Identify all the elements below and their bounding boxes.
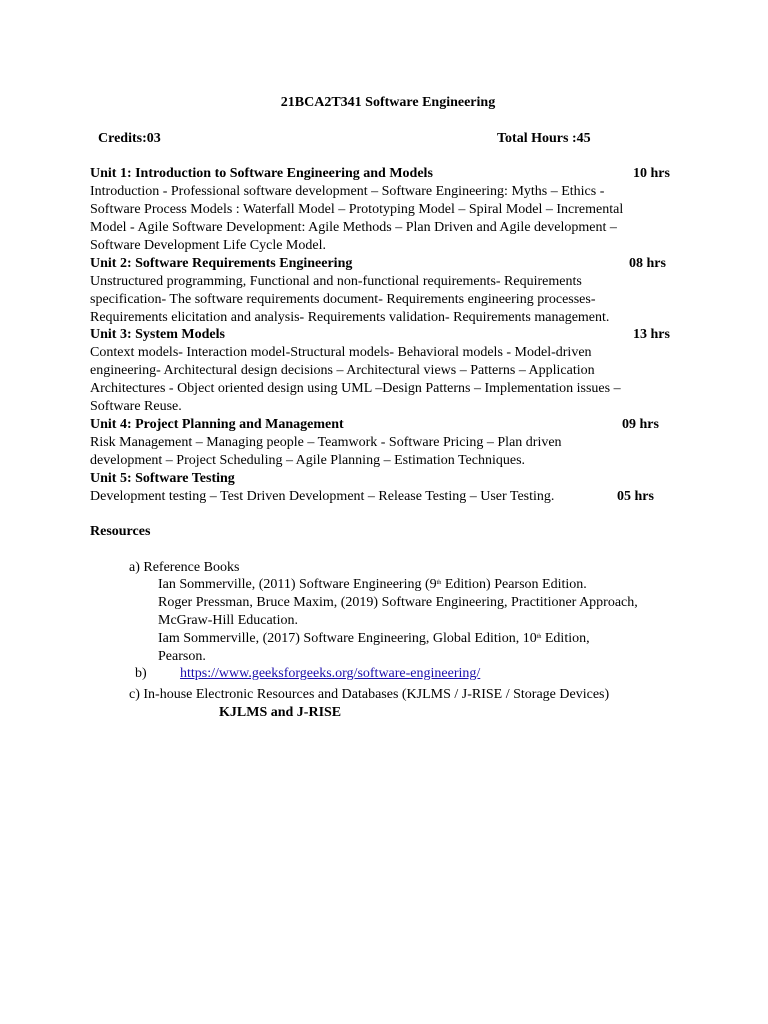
geeksforgeeks-link[interactable]: https://www.geeksforgeeks.org/software-engineering/	[180, 666, 481, 681]
unit-3-line: Architectures - Object oriented design using UML –Design Patterns – Implementation issues –	[90, 381, 621, 396]
resource-c-label: c) In-house Electronic Resources and Databases (KJLMS / J-RISE / Storage Devices)	[129, 687, 610, 702]
unit-1-body	[90, 183, 680, 255]
unit-3-hours: 13 hrs	[633, 327, 670, 342]
unit-1-line: Introduction - Professional software development – Software Engineering: Myths – Ethics -	[90, 184, 605, 199]
unit-2-title: Unit 2: Software Requirements Engineering	[90, 256, 353, 271]
unit-4-hours: 09 hrs	[622, 417, 659, 432]
total-hours-label: Total Hours :45	[497, 131, 591, 146]
unit-5-title: Unit 5: Software Testing	[90, 471, 235, 486]
unit-1-line: Software Process Models : Waterfall Model – Prototyping Model – Spiral Model – Incremental	[90, 202, 624, 217]
unit-4-line: development – Project Scheduling – Agile Planning – Estimation Techniques.	[90, 453, 526, 468]
book-3-text-start: Iam Sommerville, (2017) Software Engineering, Global Edition, 10	[158, 631, 537, 646]
document-title: 21BCA2T341 Software Engineering	[280, 95, 496, 110]
credits-label: Credits:03	[98, 131, 161, 146]
unit-2-line: Requirements elicitation and analysis- Requirements validation- Requirements management.	[90, 310, 610, 325]
book-3-edition-sup: th	[536, 634, 542, 640]
book-1-text-start: Ian Sommerville, (2011) Software Engineering (9	[158, 577, 437, 592]
book-1-text-end: Edition) Pearson Edition.	[441, 577, 587, 592]
reference-book-3-line-2: Pearson.	[158, 649, 206, 664]
unit-3-title: Unit 3: System Models	[90, 327, 225, 342]
unit-3-body	[90, 344, 680, 416]
unit-3-line: engineering- Architectural design decisions – Architectural views – Patterns – Application	[90, 363, 595, 378]
resource-c-bold: KJLMS and J-RISE	[219, 705, 342, 720]
unit-2-body	[90, 273, 680, 327]
unit-2-line: specification- The software requirements document- Requirements engineering processes-	[90, 292, 596, 307]
unit-4-body	[90, 434, 680, 470]
unit-1-line: Software Development Life Cycle Model.	[90, 238, 326, 253]
reference-books-label: a) Reference Books	[129, 560, 240, 575]
reference-book-2-line-2: McGraw-Hill Education.	[158, 613, 298, 628]
unit-1-line: Model - Agile Software Development: Agile Methods – Plan Driven and Agile development –	[90, 220, 617, 235]
unit-3-line: Software Reuse.	[90, 399, 182, 414]
unit-4-line: Risk Management – Managing people – Teamwork - Software Pricing – Plan driven	[90, 435, 562, 450]
resources-heading: Resources	[90, 524, 151, 539]
unit-4-title: Unit 4: Project Planning and Management	[90, 417, 344, 432]
reference-book-1	[158, 576, 587, 594]
unit-1-title: Unit 1: Introduction to Software Engineering and Models	[90, 166, 433, 181]
unit-2-line: Unstructured programming, Functional and non-functional requirements- Requirements	[90, 274, 582, 289]
unit-5-hours: 05 hrs	[617, 489, 654, 504]
resource-b-label: b)	[135, 666, 147, 681]
unit-2-hours: 08 hrs	[629, 256, 666, 271]
book-1-edition-sup: th	[436, 580, 442, 586]
reference-book-2-line-1: Roger Pressman, Bruce Maxim, (2019) Software Engineering, Practitioner Approach,	[158, 595, 638, 610]
unit-1-hours: 10 hrs	[633, 166, 670, 181]
unit-5-line: Development testing – Test Driven Development – Release Testing – User Testing.	[90, 489, 555, 504]
reference-book-3	[158, 630, 590, 648]
book-3-text-end: Edition,	[541, 631, 590, 646]
unit-3-line: Context models- Interaction model-Structural models- Behavioral models - Model-driven	[90, 345, 592, 360]
